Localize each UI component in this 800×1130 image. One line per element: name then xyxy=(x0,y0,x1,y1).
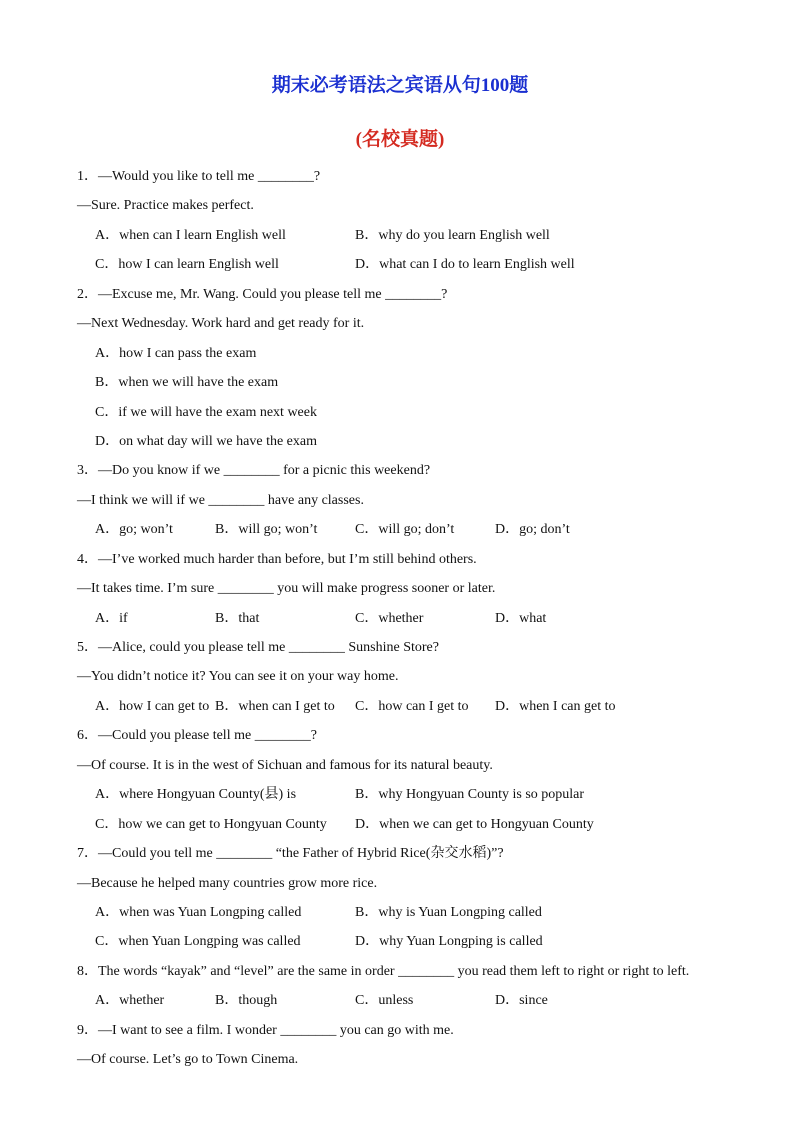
option-a[interactable]: A．whether xyxy=(95,993,165,1009)
question-stem: 2．—Excuse me, Mr. Wang. Could you please tell me ________? xyxy=(77,286,448,302)
question-stem: 8．The words “kayak” and “level” are the same in order ________ you read them left to right or right to left. xyxy=(77,963,690,979)
option-d[interactable]: D．when we can get to Hongyuan County xyxy=(355,816,594,832)
option-a[interactable]: A．go; won’t xyxy=(95,522,173,538)
option-b[interactable]: B．though xyxy=(215,993,278,1009)
option-c[interactable]: C．how can I get to xyxy=(355,698,469,714)
option-b[interactable]: B．when we will have the exam xyxy=(95,375,279,391)
option-c[interactable]: C．when Yuan Longping was called xyxy=(95,934,301,950)
option-a[interactable]: A．how I can get to xyxy=(95,698,210,714)
question-list xyxy=(0,162,800,1075)
dialogue-reply: —Of course. Let’s go to Town Cinema. xyxy=(77,1052,299,1068)
option-d[interactable]: D．on what day will we have the exam xyxy=(95,433,317,449)
option-a[interactable]: A．when can I learn English well xyxy=(95,227,286,243)
question-stem: 5．—Alice, could you please tell me ________ Sunshine Store? xyxy=(77,640,439,655)
option-a[interactable]: A．how I can pass the exam xyxy=(95,345,257,361)
option-c[interactable]: C．will go; don’t xyxy=(355,522,455,538)
option-c[interactable]: C．whether xyxy=(355,610,424,626)
option-d[interactable]: D．when I can get to xyxy=(495,698,616,714)
dialogue-reply: —Sure. Practice makes perfect. xyxy=(77,198,254,214)
dialogue-reply: —It takes time. I’m sure ________ you will make progress sooner or later. xyxy=(77,581,496,597)
option-c[interactable]: C．unless xyxy=(355,993,414,1009)
dialogue-reply: —You didn’t notice it? You can see it on your way home. xyxy=(77,669,399,685)
question-stem: 1．—Would you like to tell me ________? xyxy=(77,169,321,184)
option-d[interactable]: D．what can I do to learn English well xyxy=(355,257,575,273)
page-subtitle: (名校真题) xyxy=(355,129,445,150)
question-stem: 9．—I want to see a film. I wonder ________ you can go with me. xyxy=(77,1022,454,1038)
option-a[interactable]: A．where Hongyuan County(县) is xyxy=(95,787,297,803)
option-d[interactable]: D．what xyxy=(495,610,547,626)
page-title: 期末必考语法之宾语从句100题 xyxy=(271,75,529,96)
option-b[interactable]: B．why is Yuan Longping called xyxy=(355,904,542,920)
dialogue-reply: —Next Wednesday. Work hard and get ready for it. xyxy=(77,316,365,332)
option-c[interactable]: C．how I can learn English well xyxy=(95,257,279,273)
option-d[interactable]: D．why Yuan Longping is called xyxy=(355,934,543,950)
option-c[interactable]: C．how we can get to Hongyuan County xyxy=(95,816,327,832)
option-b[interactable]: B．why do you learn English well xyxy=(355,227,550,243)
question-stem: 6．—Could you please tell me ________? xyxy=(77,728,317,744)
dialogue-reply: —Of course. It is in the west of Sichuan and famous for its natural beauty. xyxy=(77,757,493,773)
option-b[interactable]: B．when can I get to xyxy=(215,698,335,714)
question-stem: 3．—Do you know if we ________ for a picnic this weekend? xyxy=(77,463,431,479)
option-b[interactable]: B．will go; won’t xyxy=(215,522,318,538)
option-d[interactable]: D．since xyxy=(495,993,548,1009)
option-b[interactable]: B．that xyxy=(215,610,260,626)
option-b[interactable]: B．why Hongyuan County is so popular xyxy=(355,787,585,803)
dialogue-reply: —I think we will if we ________ have any classes. xyxy=(77,492,364,508)
option-a[interactable]: A．if xyxy=(95,610,128,626)
dialogue-reply: —Because he helped many countries grow more rice. xyxy=(77,875,378,891)
question-stem: 7．—Could you tell me ________ “the Father of Hybrid Rice(杂交水稻)”? xyxy=(77,846,504,862)
option-a[interactable]: A．when was Yuan Longping called xyxy=(95,904,302,920)
option-c[interactable]: C．if we will have the exam next week xyxy=(95,404,317,420)
question-stem: 4．—I’ve worked much harder than before, but I’m still behind others. xyxy=(77,551,477,567)
option-d[interactable]: D．go; don’t xyxy=(495,522,570,538)
